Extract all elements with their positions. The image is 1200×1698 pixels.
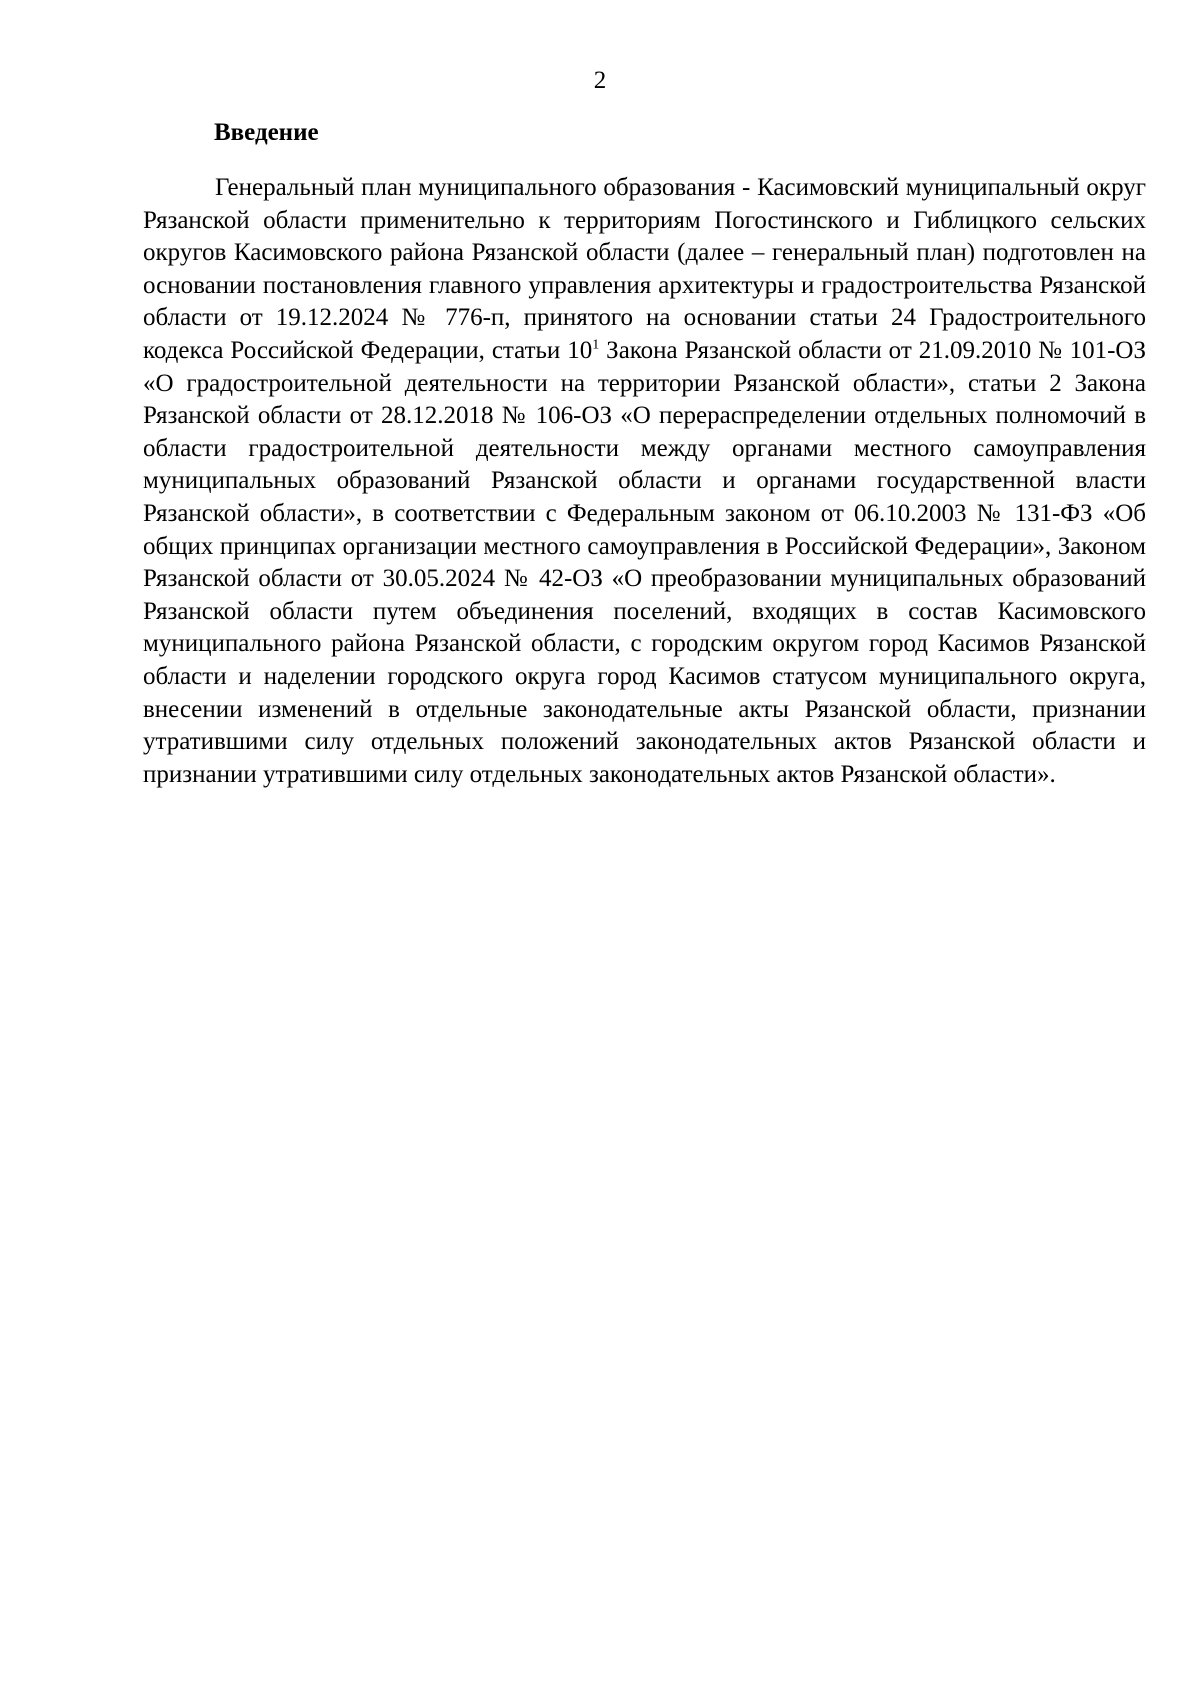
page-number: 2 (593, 67, 607, 94)
paragraph-text-part-2: Закона Рязанской области от 21.09.2010 № 101-ОЗ «О градостроительной деятельности на территории Рязанской области», статьи 2 Закона Рязанской области от 28.12.2018 № 106-ОЗ «О перераспределении отдельных полномочий в области градостроительной деятельности между органами местного самоуправления муниципальных образований Рязанской области и органами государственной власти Рязанской области», в соответствии с Федеральным законом от 06.10.2003 № 131-ФЗ «Об общих принципах организации местного самоуправления в Российской Федерации», Законом Рязанской области от 30.05.2024 № 42-ОЗ «О преобразовании муниципальных образований Рязанской области путем объединения поселений, входящих в состав Касимовского муниципального района Рязанской области, с городским округом город Касимов Рязанской области и наделении городского округа город Касимов статусом муниципального округа, внесении изменений в отдельные законодательные акты Рязанской области, признании утратившими силу отдельных положений законодательных актов Рязанской области и признании утратившими силу отдельных законодательных актов Рязанской области». (143, 336, 1146, 788)
body-paragraph (143, 172, 1146, 791)
article-superscript: 1 (592, 337, 600, 353)
section-heading: Введение (214, 119, 319, 146)
paragraph-text-part-1: Генеральный план муниципального образования - Касимовский муниципальный округ Рязанской области применительно к территориям Погостинского и Гиблицкого сельских округов Касимовского района Рязанской области (далее – генеральный план) подготовлен на основании постановления главного управления архитектуры и градостроительства Рязанской области от 19.12.2024 № 776-п, принятого на основании статьи 24 Градостроительного кодекса Российской Федерации, статьи 10 (143, 174, 1146, 364)
